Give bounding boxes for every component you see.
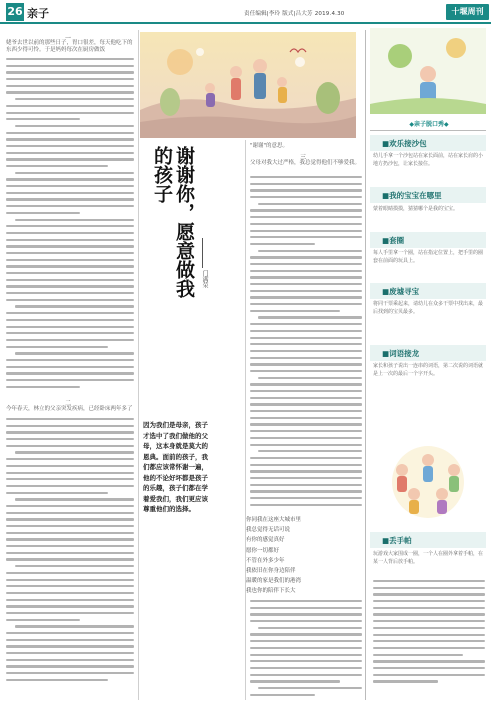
article-author: 门满荣 bbox=[201, 270, 208, 288]
col1-sec2-text: 今年春天，林立的父亲突发疾病，已经卧床两年多了 bbox=[6, 406, 133, 412]
poem-line: 温暖的家是我们的港湾 bbox=[246, 578, 302, 585]
sidebar-item-text: 将同干票乘起来，请幼儿在众多干票中找出来，最后找到的宝贝最多。 bbox=[373, 301, 484, 315]
poem-block bbox=[246, 515, 301, 597]
sidebar-item-label: ■套圈 bbox=[382, 236, 405, 245]
poem-line: 我依旧在你身边陪伴 bbox=[246, 568, 296, 575]
sidebar-item-label: ■欢乐接沙包 bbox=[382, 139, 427, 148]
sidebar-heading: ◆亲子脱口秀◆ bbox=[409, 121, 449, 128]
page-number: 26 bbox=[6, 3, 24, 21]
header-rule bbox=[0, 22, 491, 24]
poem-line: 我总觉得无话可说 bbox=[246, 527, 291, 534]
col3-start-text: "谢谢"的意思。 bbox=[250, 143, 289, 149]
sidebar-item-label: ■我的宝宝在哪里 bbox=[382, 191, 442, 200]
section-label: 亲子 bbox=[27, 7, 49, 20]
article-intro: 因为我们是母亲，孩子才选中了我们做他的父母，这本身就是莫大的恩典。面前的孩子，我们都应该常怀谢一遍，他的不论好坏都是孩子的乐趣，孩子们都在学着爱我们，我们更应该尊重他们的选择。 bbox=[143, 421, 208, 513]
sidebar-item-label: ■废墟寻宝 bbox=[382, 287, 420, 296]
sidebar-item-5 bbox=[370, 345, 486, 361]
section-mark-1: 一 bbox=[65, 35, 72, 42]
sidebar-item-label: ■词语接龙 bbox=[382, 349, 420, 358]
sidebar-game-illustration bbox=[376, 442, 480, 522]
col1-text-block-2 bbox=[6, 418, 134, 686]
page-header bbox=[0, 0, 491, 26]
sidebar-item-text: 幼儿手拿一个沙包站在家长面前，站在家长肩的小地方扔沙包，让家长接住。 bbox=[373, 153, 484, 167]
sidebar-item-2 bbox=[370, 187, 486, 203]
article-title: 谢谢你，愿意做我的孩子 bbox=[151, 146, 195, 298]
col1-start-text: 姥爷去世以前的那些日子，胃口很差，每天他吃下的东西少得可怜。于是妈妈每次在厨房做饭 bbox=[6, 40, 133, 53]
sidebar-rule bbox=[370, 130, 486, 131]
illustration-svg bbox=[140, 32, 356, 138]
sidebar-text-lines bbox=[373, 580, 485, 687]
sidebar-item-3 bbox=[370, 232, 486, 248]
poem-line: 有你的感觉真好 bbox=[246, 537, 285, 544]
col3-sec3-text: 父母对我大过严格，我总觉得他们不够爱我。 bbox=[250, 160, 361, 166]
poem-line: 不管在外多少年 bbox=[246, 557, 285, 564]
column-divider bbox=[365, 30, 366, 700]
sidebar-illustration bbox=[370, 28, 486, 114]
sidebar-item-text: 玩游戏大家围成一圈，一个人在圈外拿着手帕，在某一人背后放手帕。 bbox=[373, 551, 484, 565]
column-divider bbox=[138, 30, 139, 700]
sidebar-item-4 bbox=[370, 283, 486, 299]
author-rule bbox=[202, 238, 203, 268]
sidebar bbox=[370, 28, 488, 118]
sidebar-item-label: ■丢手帕 bbox=[382, 536, 412, 545]
sidebar-item-1 bbox=[370, 135, 486, 151]
col1-text-block bbox=[6, 58, 134, 392]
brand-label: 十堰周刊 bbox=[446, 4, 489, 20]
poem-line: 愿你一切都好 bbox=[246, 547, 280, 554]
editor-info: 责任编辑|李玲 版式|吕大芳 2019.4.30 bbox=[244, 11, 345, 17]
section-mark-3: 三 bbox=[300, 154, 307, 161]
sidebar-item-text: 每人手里拿一个圈，站在指定位置上，把手里的圈套在前面的玩具上。 bbox=[373, 250, 484, 264]
sidebar-item-6 bbox=[370, 532, 486, 548]
article-illustration bbox=[140, 32, 356, 138]
poem-line: 你同我在这座大城市里 bbox=[246, 517, 302, 523]
col3-text-block-2 bbox=[250, 600, 362, 700]
poem-line: 我也你的陪伴下长大 bbox=[246, 588, 296, 595]
column-divider bbox=[245, 140, 246, 700]
sidebar-item-text: 蒙着眼睛摸摸，猜猜哪个是我的宝宝。 bbox=[373, 206, 459, 212]
col3-text-block bbox=[250, 176, 362, 510]
section-mark-2: 二 bbox=[65, 400, 72, 407]
sidebar-item-text: 家长和孩子说出一连串的词语，第二次说的词语就是上一次的最后一个字开头。 bbox=[373, 363, 484, 377]
